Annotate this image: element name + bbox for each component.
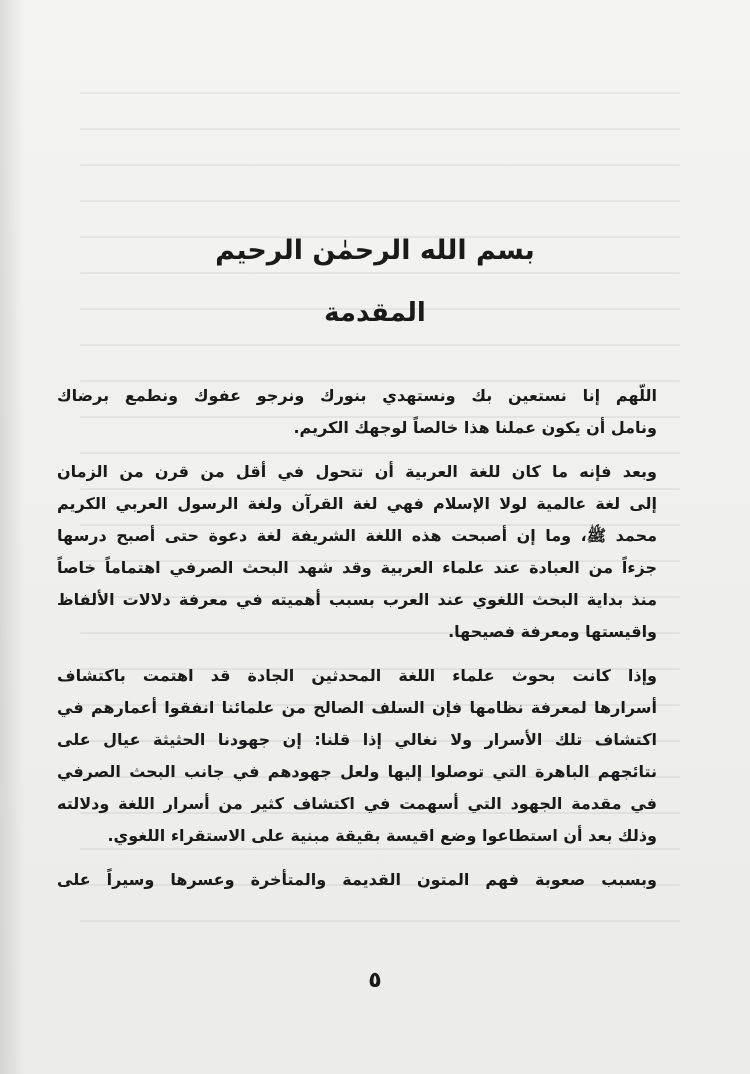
- text-line: وبسبب صعوبة فهم المتون القديمة والمتأخرة وعسرها وسيراً على: [57, 870, 657, 889]
- text-line: محمد ﷺ، وما إن أصبحت هذه اللغة الشريفة لغة دعوة حتى أصبح درسها: [57, 526, 657, 545]
- text-line: ونامل أن يكون عملنا هذا خالصاً لوجهك الكريم.: [293, 418, 657, 437]
- text-line: اكتشاف تلك الأسرار ولا نغالي إذا قلنا: إن جهودنا الحثيثة عيال على: [57, 730, 657, 749]
- text-line: وذلك بعد أن استطاعوا وضع اقيسة بقيقة مبنية على الاستقراء اللغوي.: [107, 826, 657, 845]
- text-line: أسرارها لمعرفة نظامها فإن السلف الصالح من علمائنا انفقوا أعمارهم في: [57, 698, 657, 717]
- basmala-title: بسم الله الرحمٰن الرحيم: [215, 235, 535, 266]
- paragraph: [57, 660, 657, 852]
- paragraph: [57, 456, 657, 648]
- page-number: ٥: [368, 968, 382, 993]
- page-edge-shadow: [0, 0, 24, 1074]
- paragraph: [57, 380, 657, 444]
- text-line: اللّهم إنا نستعين بك ونستهدي بنورك ونرجو عفوك ونطمع برضاك: [57, 386, 657, 405]
- text-line: وبعد فإنه ما كان للغة العربية أن تتحول في أقل من قرن من الزمان: [57, 462, 657, 481]
- text-line: في مقدمة الجهود التي أسهمت في اكتشاف كثير من أسرار اللغة ودلالته: [57, 794, 657, 813]
- text-line: إلى لغة عالمية لولا الإسلام فهي لغة القرآن ولغة الرسول العربي الكريم: [57, 494, 657, 513]
- text-line: وإذا كانت بحوث علماء اللغة المحدثين الجادة قد اهتمت باكتشاف: [57, 666, 657, 685]
- text-line: منذ بداية البحث اللغوي عند العرب بسبب أهميته في معرفة دلالات الألفاظ: [57, 590, 657, 609]
- paragraph: [57, 864, 657, 896]
- body-text: [57, 380, 657, 908]
- section-heading: المقدمة: [324, 298, 426, 328]
- text-line: جزءاً من العبادة عند علماء العربية وقد شهد البحث الصرفي اهتماماً خاصاً: [57, 558, 657, 577]
- text-line: واقيستها ومعرفة فصيحها.: [448, 622, 657, 641]
- text-line: نتائجهم الباهرة التي توصلوا إليها ولعل جهودهم في جانب البحث الصرفي: [57, 762, 657, 781]
